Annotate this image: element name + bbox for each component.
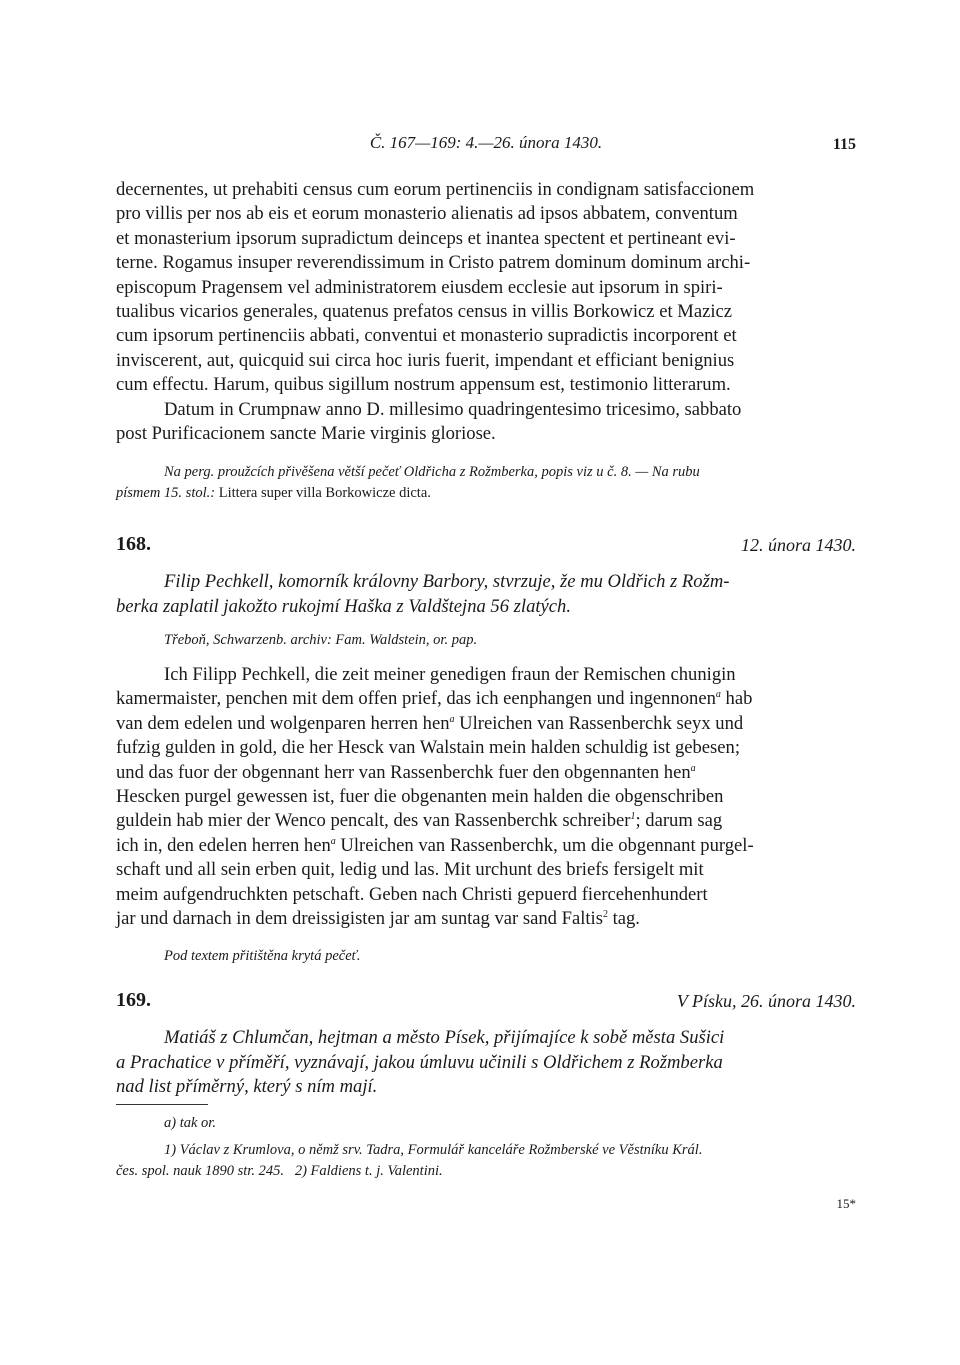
doc168-line: ich in, den edelen herren hen$^a$ Ulreichen van Rassenberchk, um die obgennant purgel- [116, 834, 754, 856]
doc168-regest [116, 570, 856, 619]
doc168-regest-line: berka zaplatil jakožto rukojmí Haška z Valdštejna 56 zlatých. [116, 595, 571, 617]
doc169-regest-line: nad list příměrný, který s ním mají. [116, 1076, 378, 1098]
doc168-line: guldein hab mier der Wenco pencalt, des van Rassenberchk schreiber$^1$; darum sag [116, 810, 723, 832]
doc169-number: 169. [116, 989, 151, 1011]
doc167-line: et monasterium ipsorum supradictum deinceps et inantea spectent et pertineant evi- [116, 227, 736, 249]
doc168-line: meim aufgendruchkten petschaft. Geben nach Christi gepuerd fiercehenhundert [116, 883, 708, 905]
doc168-date: 12. února 1430. [740, 535, 856, 555]
doc167-body [116, 178, 856, 446]
doc167-datum-line: Datum in Crumpnaw anno D. millesimo quadringentesimo tricesimo, sabbato [164, 398, 742, 420]
doc167-line: tualibus vicarios generales, quatenus prefatos census in villis Borkowicz et Mazicz [116, 301, 732, 323]
doc168-number: 168. [116, 533, 151, 555]
doc168-note: Pod textem přitištěna krytá pečeť. [164, 948, 361, 964]
doc168-line: Hescken purgel gewessen ist, fuer die obgenanten mein halden die obgenschriben [116, 786, 724, 808]
doc169-heading [116, 989, 856, 1017]
doc168-note-block [116, 946, 856, 966]
running-title: Č. 167—169: 4.—26. února 1430. [369, 133, 603, 152]
page-header [116, 131, 856, 157]
doc167-line: episcopum Pragensem vel administratorem eiusdem ecclesie aut ipsorum in spiri- [116, 276, 723, 298]
doc169-date: V Písku, 26. února 1430. [676, 991, 856, 1011]
doc168-line: jar und darnach in dem dreissigisten jar am suntag var sand Faltis$^2$ tag. [116, 908, 640, 930]
footnote-a: a) tak or. [164, 1115, 216, 1131]
doc168-line: und das fuor der obgennant herr van Rassenberchk fuer den obgennanten hen$^a$ [116, 761, 696, 783]
doc168-line: van dem edelen und wolgenparen herren hen$^a$ Ulreichen van Rassenberchk seyx und [116, 712, 744, 734]
doc168-line: kamermaister, penchen mit dem offen prief, das ich eenphangen und ingennonen$^a$ hab [116, 688, 753, 710]
doc168-source: Třeboň, Schwarzenb. archiv: Fam. Waldstein, or. pap. [164, 632, 478, 648]
doc167-line: terne. Rogamus insuper reverendissimum in Cristo patrem dominum dominum archi- [116, 252, 751, 274]
doc167-note-line: Na perg. proužcích přivěšena větší pečeť Oldřicha z Rožmberka, popis viz u č. 8. — Na rubu [164, 464, 700, 480]
doc167-line: pro villis per nos ab eis et eorum monasterio alienatis ad ipsos abbatem, conventum [116, 203, 738, 225]
doc167-note-dorse: Littera super villa Borkowicze dicta. [218, 485, 431, 501]
doc169-regest-line: Matiáš z Chlumčan, hejtman a město Písek, přijímajíce k sobě města Sušici [164, 1027, 725, 1048]
page-number: 115 [832, 136, 856, 153]
doc168-body [116, 663, 856, 931]
doc168-line: Ich Filipp Pechkell, die zeit meiner genedigen fraun der Remischen chunigin [164, 664, 736, 685]
footnote-1-cont: čes. spol. nauk 1890 str. 245. 2) Faldiens t. j. Valentini. [116, 1163, 443, 1179]
doc167-datum-line: post Purificacionem sancte Marie virginis gloriose. [116, 423, 496, 445]
footnote-rule [116, 1104, 208, 1105]
doc168-regest-line: Filip Pechkell, komorník královny Barbory, stvrzuje, že mu Oldřich z Rožm- [164, 571, 730, 592]
doc168-line: fufzig gulden in gold, die her Hesck van Walstain mein halden schuldig ist gebesen; [116, 737, 740, 759]
doc167-line: inviscerent, aut, quicquid sui circa hoc iuris fuerit, impendant et efficiant benignius [116, 349, 735, 371]
doc169-regest-line: a Prachatice v příměří, vyznávají, jakou úmluvu učinili s Oldřichem z Rožmberka [116, 1051, 723, 1073]
doc167-note-italic: písmem 15. stol.: [116, 485, 216, 501]
doc168-heading [116, 533, 856, 561]
doc167-line: decernentes, ut prehabiti census cum eorum pertinenciis in condignam satisfaccionem [116, 179, 755, 200]
doc169-regest [116, 1026, 856, 1100]
signature-mark: 15* [836, 1196, 856, 1211]
footnote-2: 2) Faldiens t. j. Valentini. [294, 1163, 443, 1179]
doc168-line: schaft und all sein erben quit, ledig und las. Mit urchunt des briefs fersigelt mit [116, 859, 704, 881]
doc167-note [116, 462, 856, 504]
doc168-source-block [116, 630, 856, 650]
doc167-line: cum ipsorum pertinenciis abbati, conventui et monasterio supradictis incorporent et [116, 325, 737, 347]
footnote-1: 1) Václav z Krumlova, o němž srv. Tadra, Formulář kanceláře Rožmberské ve Věstníku Král. [164, 1142, 703, 1158]
doc167-line: cum effectu. Harum, quibus sigillum nostrum appensum est, testimonio litterarum. [116, 374, 731, 396]
